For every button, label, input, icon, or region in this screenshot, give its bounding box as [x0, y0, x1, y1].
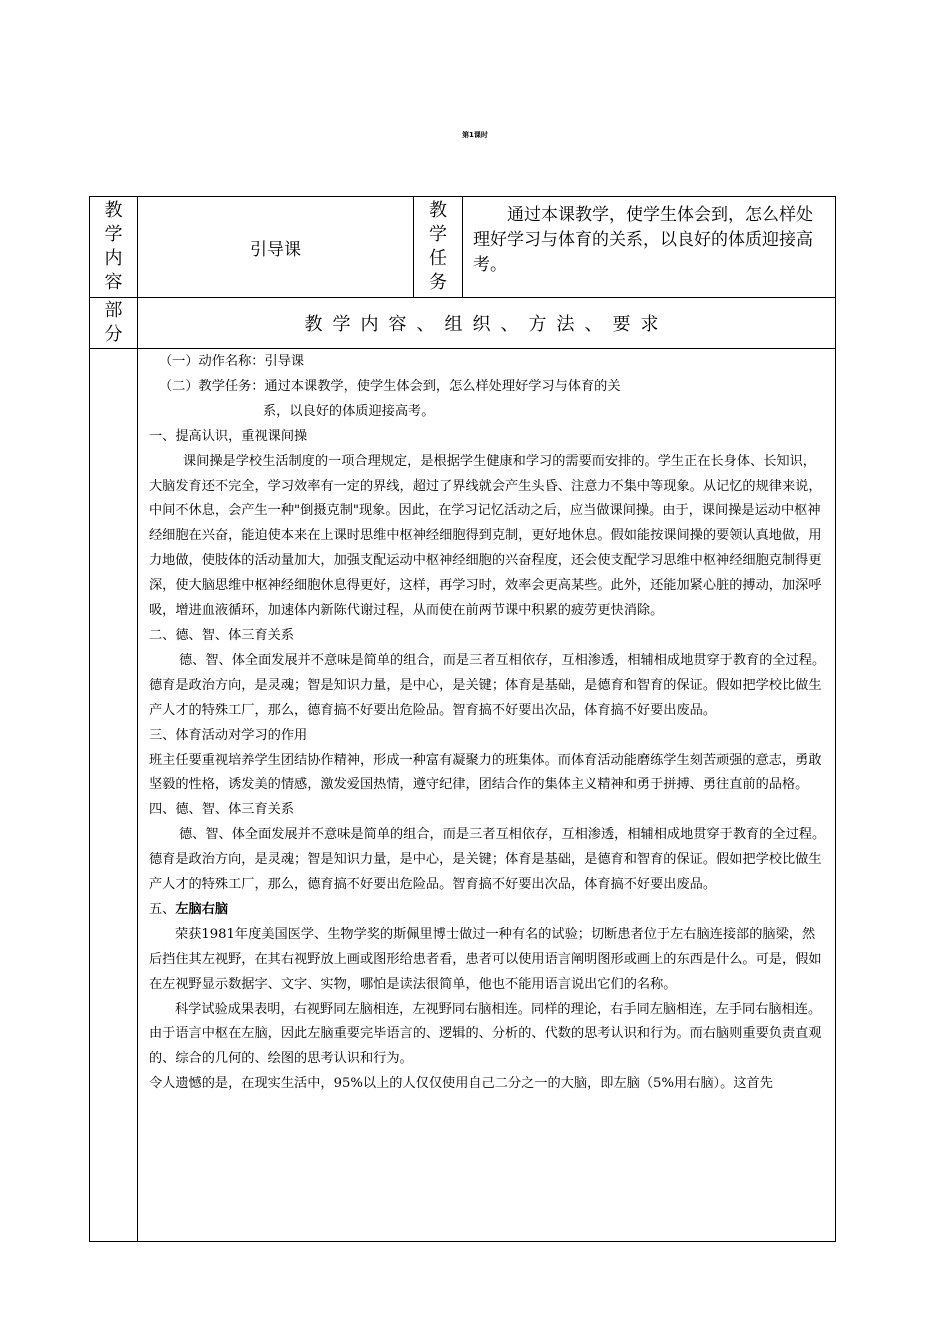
- action-name: （一）动作名称：引导课: [159, 354, 305, 369]
- task-label-cell: [414, 197, 463, 298]
- content-label-char: 教: [104, 200, 123, 221]
- task-text: 通过本课教学，使学生体会到，怎么样处理好学习与体育的关系，以良好的体质迎接高考。: [473, 205, 813, 275]
- section-3-title: 三、体育活动对学习的作用: [149, 727, 308, 743]
- section-2-body: 德、智、体全面发展并不意味是简单的组合，而是三者互相依存，互相渗透，相辅相成地贯穿于教育的全过程。德育是政治方向，是灵魂；智是知识力量，是中心，是关键；体育是基础，是德育和智育的保证。假如把学校比做生产人才的特殊工厂，那么，德育搞不好要出危险品。智育搞不好要出次品，体育搞不好要出废品。: [149, 652, 826, 718]
- content-cell: [138, 349, 836, 1242]
- header-row: [90, 197, 836, 298]
- task-line-1: （二）教学任务：通过本课教学，使学生体会到，怎么样处理好学习与体育的关: [159, 378, 621, 394]
- task-label-char: 任: [429, 248, 447, 269]
- part-label-char: 分: [104, 324, 123, 345]
- part-cell-empty: [90, 349, 138, 1242]
- section-2-title: 二、德、智、体三育关系: [149, 627, 295, 643]
- lesson-plan-table: [89, 196, 836, 1242]
- task-label-char: 务: [429, 272, 447, 293]
- task-label-char: 教: [429, 200, 447, 221]
- content-row: [90, 349, 836, 1242]
- task-line-2: 系，以良好的体质迎接高考。: [263, 403, 435, 419]
- content-label-char: 学: [104, 224, 123, 245]
- task-label-char: 学: [429, 224, 447, 245]
- section-1-body: 课间操是学校生活制度的一项合理规定，是根据学生健康和学习的需要而安排的。学生正在长身体、长知识，大脑发育还不完全，学习效率有一定的界线，超过了界线就会产生头昏、注意力不集中等现象。从记忆的规律来说，中间不休息，会产生一种"倒摄克制"现象。因此，在学习记忆活动之后，应当做课间操。由于，课间操是运动中枢神经细胞在兴奋，能迫使本来在上课时思维中枢神经细胞得到克制，更好地休息。假如能按课间操的要领认真地做，用力地做，使肢体的活动量加大，加强支配运动中枢神经细胞的兴奋程度，还会使支配学习思维中枢神经细胞克制得更深，使大脑思维中枢神经细胞休息得更好，这样，再学习时，效率会更高某些。此外，还能加紧心脏的搏动，加深呼吸，增进血液循环，加速体内新陈代谢过程，从而使在前两节课中积累的疲劳更快消除。: [149, 453, 822, 619]
- section-5-body-1: 荣获1981年度美国医学、生物学奖的斯佩里博士做过一种有名的试验；切断患者位于左右脑连接部的脑梁，然后挡住其左视野，在其右视野放上画或图形给患者看，患者可以使用语言阐明图形或画上的东西是什么。可是，假如在左视野显示数据字、文字、实物，哪怕是读法很简单，他也不能用语言说出它们的名称。: [149, 926, 822, 992]
- section-5-body-2: 科学试验成果表明，右视野同左脑相连，左视野同右脑相连。同样的理论，右手同左脑相连，左手同右脑相连。由于语言中枢在左脑，因此左脑重要完毕语言的、逻辑的、分析的、代数的思考认识和行为。而右脑则重要负责直观的、综合的几何的、绘图的思考认识和行为。: [149, 1001, 822, 1067]
- section-1-title: 一、提高认识，重视课间操: [149, 428, 308, 444]
- columns-title: 教学内容、组织、方法、要求: [138, 298, 836, 349]
- section-5-body-3: 令人遗憾的是，在现实生活中，95%以上的人仅仅使用自己二分之一的大脑，即左脑（5%用右脑）。这首先: [149, 1076, 773, 1092]
- section-3-body: 班主任要重视培养学生团结协作精神，形成一种富有凝聚力的班集体。而体育活动能磨练学生刻苦顽强的意志，勇敢坚毅的性格，诱发美的情感，激发爱国热情，遵守纪律，团结合作的集体主义精神和勇于拼搏、勇往直前的品格。: [149, 752, 822, 793]
- section-4-body: 德、智、体全面发展并不意味是简单的组合，而是三者互相依存，互相渗透，相辅相成地贯穿于教育的全过程。德育是政治方向，是灵魂；智是知识力量，是中心，是关键；体育是基础，是德育和智育的保证。假如把学校比做生产人才的特殊工厂，那么，德育搞不好要出危险品。智育搞不好要出次品，体育搞不好要出废品。: [149, 827, 826, 893]
- section-4-title: 四、德、智、体三育关系: [149, 802, 295, 818]
- lesson-title: 引导课: [138, 197, 414, 298]
- content-label-cell: [90, 197, 138, 298]
- content-label-char: 内: [104, 248, 123, 269]
- page-label: 第1课时: [462, 131, 488, 139]
- content-label-char: 容: [104, 272, 123, 293]
- part-label-cell: [90, 298, 138, 349]
- section-5-title: [149, 898, 827, 923]
- task-text-cell: [463, 197, 836, 298]
- section-header-row: [90, 298, 836, 349]
- part-label-char: 部: [104, 300, 123, 321]
- section-5-prefix: 五、: [149, 901, 176, 917]
- section-5-title-text: 左脑右脑: [175, 901, 229, 917]
